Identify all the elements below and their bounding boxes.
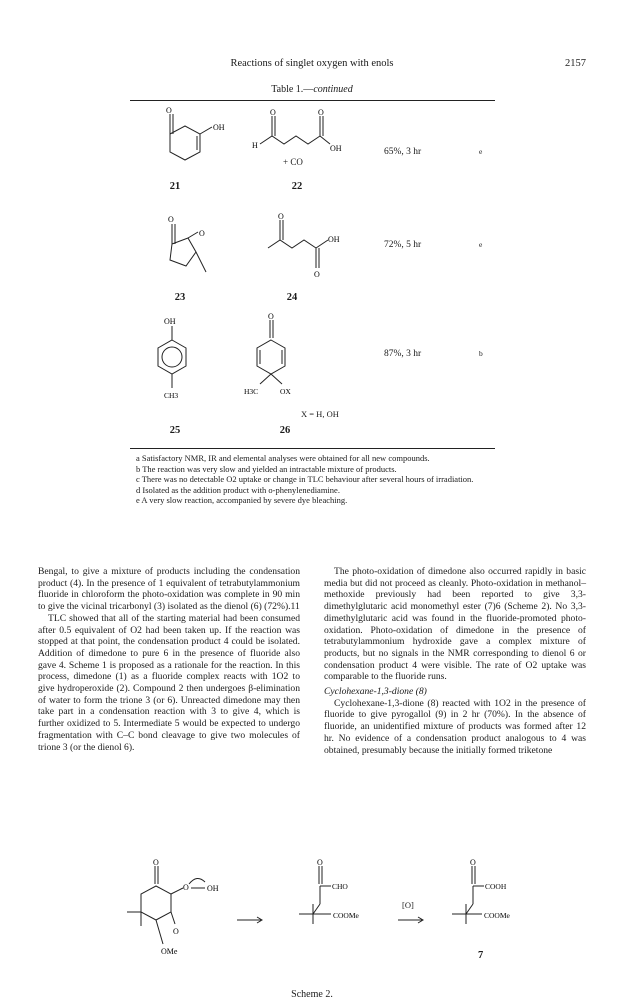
section-heading: Cyclohexane-1,3-dione (8)	[324, 686, 427, 698]
body-left-column	[38, 566, 300, 753]
table-bottom-rule	[130, 448, 495, 449]
yield-row-2: 72%, 5 hr	[384, 240, 422, 250]
structure-25	[150, 316, 230, 426]
body-right-column	[324, 566, 586, 756]
svg-text:O: O	[166, 106, 172, 115]
svg-text:H3C: H3C	[244, 387, 259, 396]
svg-text:OH: OH	[207, 884, 219, 893]
structure-21	[150, 106, 230, 174]
compound-label-22: 22	[291, 181, 303, 192]
footnote-b: b The reaction was very slow and yielded an intractable mixture of products.	[136, 463, 397, 474]
svg-text:O: O	[317, 858, 323, 867]
svg-text:O: O	[270, 108, 276, 117]
running-head: Reactions of singlet oxygen with enols	[230, 58, 394, 69]
svg-text:O: O	[278, 212, 284, 221]
svg-text:CH3: CH3	[164, 391, 179, 400]
structure-24	[248, 212, 358, 287]
paragraph: The photo-oxidation of dimedone also occurred rapidly in basic media but did not proceed as cleanly. Photo-oxidation in methanol–methoxide previously had been reported to give 3,3-dimethylglutaric acid monomethyl ester (7)6 (Scheme 2). No 3,3-dimethylglutaric acid was found in the fluoride-promoted photo-oxidation. Photo-oxidation of dimedone in the presence of tetrabutylammonium hydroxide gave a complex mixture of products, but no signals in the NMR corresponding to dienol 6 or condensation product 4 were visible. The rate of O2 uptake was comparable to the fluoride runs.	[324, 566, 586, 683]
reaction-arrow-2	[398, 912, 426, 930]
svg-text:O: O	[199, 229, 205, 238]
product-note-26: X = H, OH	[301, 409, 339, 419]
oxidation-reagent: [O]	[402, 900, 414, 910]
svg-text:O: O	[168, 215, 174, 224]
table-footnotes	[130, 453, 495, 506]
footnote-mark-row-3: b	[479, 349, 483, 358]
footnote-e: e A very slow reaction, accompanied by severe dye bleaching.	[136, 495, 348, 506]
svg-text:CHO: CHO	[332, 882, 348, 891]
scheme-2-product-7	[438, 860, 558, 940]
svg-text:O: O	[268, 312, 274, 321]
compound-label-24: 24	[286, 292, 298, 303]
scheme-2-reactant	[125, 860, 245, 970]
footnote-mark-row-1: e	[479, 147, 483, 156]
footnote-d: d Isolated as the addition product with o-phenylenediamine.	[136, 484, 340, 495]
scheme-2-intermediate	[285, 860, 405, 940]
svg-text:H: H	[252, 141, 258, 150]
yield-row-3: 87%, 3 hr	[384, 349, 422, 359]
svg-text:OH: OH	[213, 123, 225, 132]
svg-text:O: O	[183, 883, 189, 892]
svg-text:COOMe: COOMe	[333, 911, 359, 920]
svg-text:O: O	[153, 858, 159, 867]
compound-label-25: 25	[169, 425, 181, 436]
reaction-arrow-1	[237, 912, 265, 930]
compound-label-26: 26	[279, 425, 291, 436]
svg-text:O: O	[314, 270, 320, 279]
paragraph: Cyclohexane-1,3-dione (8) reacted with 1O2 in the presence of fluoride to give pyrogallol (9) in 2 hr (70%). In the absence of fluoride, an unidentified mixture of products was formed after 12 hr. No evidence of a condensation product analogous to 4 was obtained, presumably because the initially formed triketone	[324, 697, 586, 756]
svg-text:COOMe: COOMe	[484, 911, 510, 920]
svg-text:OH: OH	[164, 317, 176, 326]
compound-label-23: 23	[174, 292, 186, 303]
footnote-c: c There was no detectable O2 uptake or change in TLC behaviour after several hours of irradiation.	[136, 474, 474, 485]
svg-text:OH: OH	[328, 235, 340, 244]
compound-label-21: 21	[169, 181, 181, 192]
product-note-22: + CO	[283, 157, 303, 167]
compound-label-7: 7	[478, 950, 484, 961]
page-number: 2157	[565, 58, 586, 69]
table-top-rule	[130, 100, 495, 101]
footnote-mark-row-2: e	[479, 240, 483, 249]
svg-text:COOH: COOH	[485, 882, 507, 891]
svg-text:OX: OX	[280, 387, 291, 396]
footnote-a: a Satisfactory NMR, IR and elemental analyses were obtained for all new compounds.	[136, 453, 430, 463]
svg-text:O: O	[470, 858, 476, 867]
paragraph: Bengal, to give a mixture of products including the condensation product (4). In the presence of 1 equivalent of tetrabutylammonium fluoride in chloroform the photo-oxidation was complete in 90 min to give the vicinal tricarbonyl (3) isolated as the dienol (6) (72%).11	[38, 566, 300, 613]
svg-text:O: O	[173, 927, 179, 936]
svg-text:OH: OH	[330, 144, 342, 153]
table-title: Table 1.—continued	[271, 84, 353, 95]
svg-text:O: O	[318, 108, 324, 117]
paragraph: TLC showed that all of the starting material had been consumed after 0.5 equivalent of O2 had been taken up. If the reaction was stopped at that point, the condensation product 4 could be isolated. Addition of dimedone to pure 6 in the presence of fluoride also gave 4. Scheme 1 is proposed as a rationale for the reaction. In this process, dimedone (1) as a fluoride complex reacts with 1O2 to give hydroperoxide (2). Compound 2 then undergoes β-elimination of water to form the trione 3 (or 6). Unreacted dimedone may then take part in a condensation reaction with 3 to give 4, which is further oxidized to 5. Intermediate 5 would be expected to undergo fragmentation with C–C bond cleavage to give two molecules of trione 3 (or the dienol 6).	[38, 612, 300, 753]
structure-23	[150, 212, 230, 282]
svg-text:OMe: OMe	[161, 947, 178, 956]
structure-22	[248, 106, 358, 156]
yield-row-1: 65%, 3 hr	[384, 147, 422, 157]
scheme-caption: Scheme 2.	[291, 989, 333, 1000]
